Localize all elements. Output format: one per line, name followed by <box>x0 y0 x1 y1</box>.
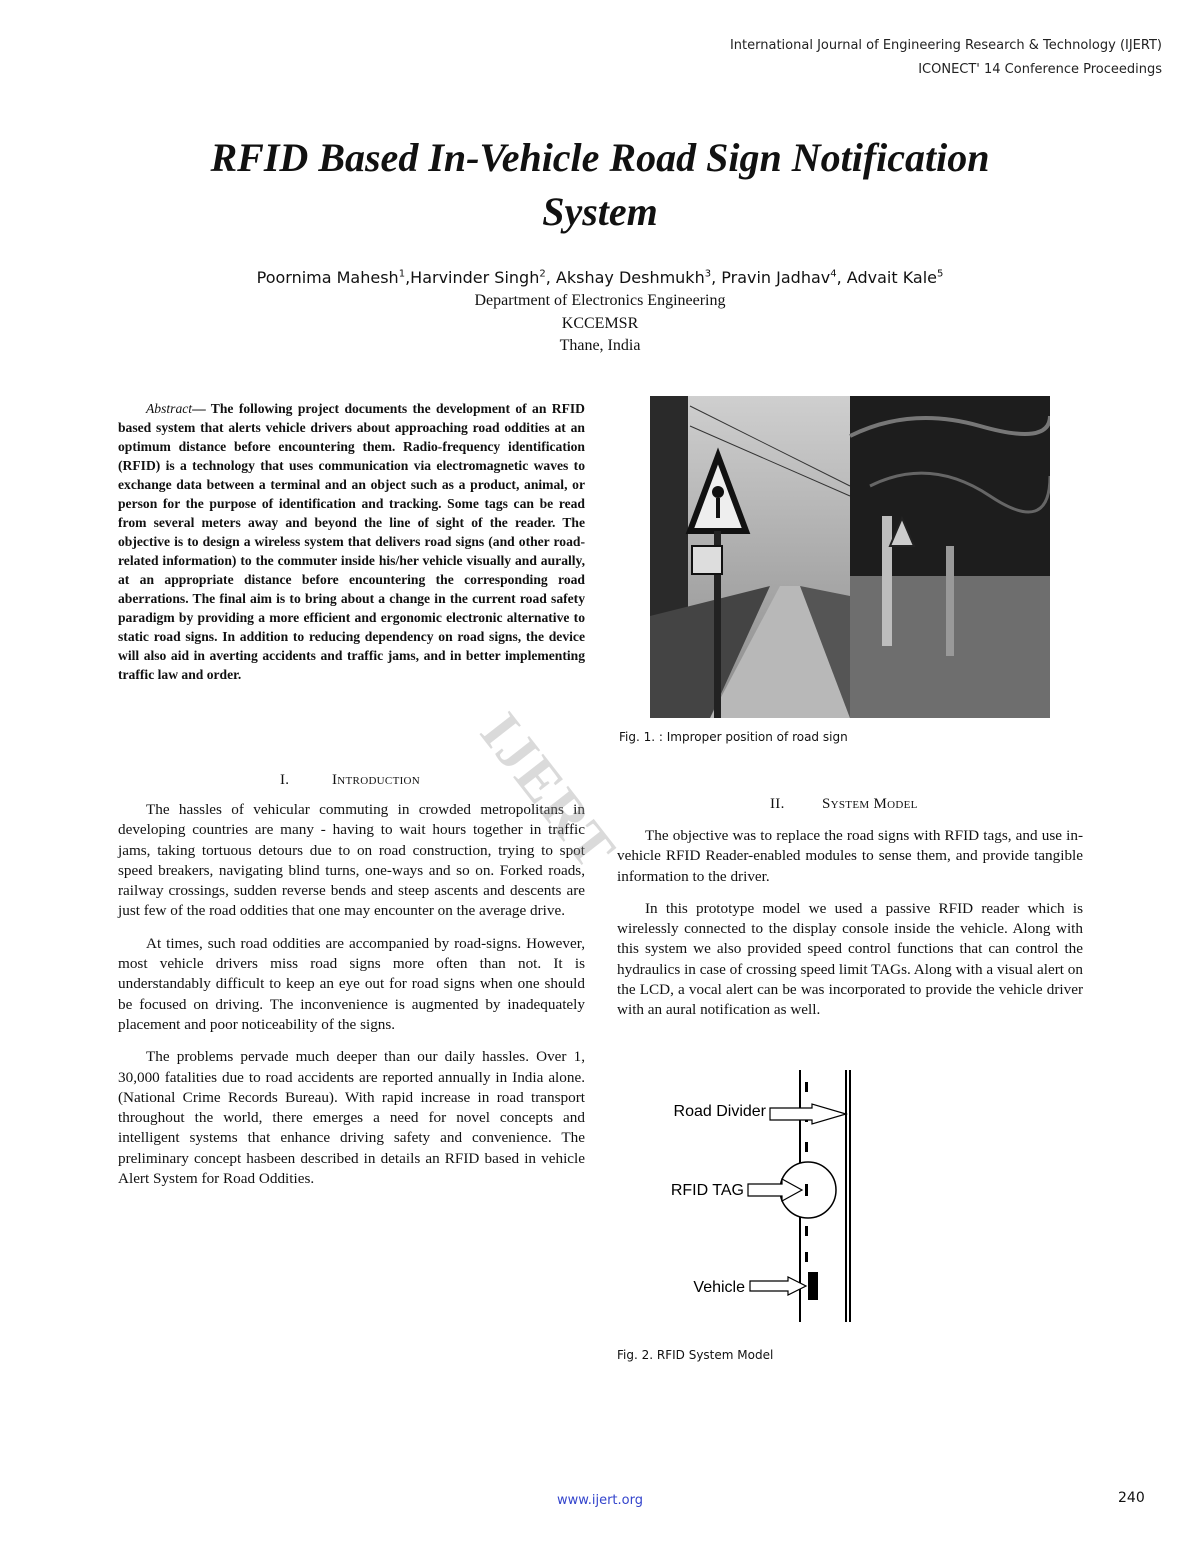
figure-2-diagram <box>650 1066 890 1326</box>
affiliation-dept: Department of Electronics Engineering <box>474 292 726 309</box>
journal-website-link[interactable]: www.ijert.org <box>557 1493 643 1508</box>
affiliation-inst: KCCEMSR <box>561 315 639 332</box>
section-2-heading <box>770 796 918 813</box>
section-2-number: II. <box>770 796 785 812</box>
author-sup: 2 <box>539 268 546 280</box>
paper-title <box>0 132 1200 238</box>
author-sup: 1 <box>398 268 406 280</box>
paragraph: The objective was to replace the road signs with RFID tags, and use in-vehicle RFID Reader-enabled modules to sense them, and provide tangible information to the driver. <box>617 827 1083 885</box>
author-name: Pravin Jadhav <box>721 268 831 287</box>
abstract-label: Abstract <box>146 401 193 416</box>
title-line-2: System <box>542 189 658 234</box>
section-1-heading <box>280 772 420 789</box>
label-rfid-tag: RFID TAG <box>670 1182 744 1199</box>
author-name: Harvinder Singh <box>410 268 540 287</box>
section-2-body <box>617 826 1083 1033</box>
label-vehicle: Vehicle <box>693 1279 745 1296</box>
label-road-divider: Road Divider <box>673 1103 766 1120</box>
journal-header: International Journal of Engineering Research & Technology (IJERT) <box>729 38 1162 53</box>
paragraph: At times, such road oddities are accompanied by road-signs. However, most vehicle drivers miss road signs more often than not. It is understandably difficult to keep an eye out for road signs when one should be focused on driving. The inconvenience is augmented by inadequately placement and poor noticeability of the signs. <box>118 934 585 1033</box>
section-2-title: System Model <box>822 796 918 812</box>
figure-2-caption: Fig. 2. RFID System Model <box>617 1348 774 1362</box>
section-1-title: Introduction <box>332 772 421 788</box>
abstract-text: The following project documents the development of an RFID based system that alerts vehicle drivers about approaching road oddities at an optimum distance before encountering them. Radio-frequency identification (RFID) is a technology that uses communication via electromagnetic waves to exchange data between a terminal and an object such as a product, animal, or person for the purpose of identification and tracking. Some tags can be read from several meters away and beyond the line of sight of the reader. The objective is to design a wireless system that delivers road signs (and other road-related information) to the commuter inside his/her vehicle visually and aurally, at an appropriate distance before encountering the corresponding road aberrations. The final aim is to bring about a change in the current road safety paradigm by providing a more efficient and ergonomic electronic alternative to static road signs. In addition to reducing dependency on road signs, the device will also aid in averting accidents and traffic jams, and in better implementing traffic law and order. <box>118 401 585 682</box>
author-name: Advait Kale <box>846 268 937 287</box>
conference-header: ICONECT' 14 Conference Proceedings <box>918 62 1162 77</box>
page-number: 240 <box>1118 1490 1145 1506</box>
road-sign-photo-illustration <box>650 396 1050 718</box>
ijert-watermark: IJERT <box>467 700 630 882</box>
abstract <box>118 399 585 684</box>
author-name: Poornima Mahesh <box>256 268 399 287</box>
author-sup: 3 <box>704 268 712 280</box>
paragraph: In this prototype model we used a passive RFID reader which is wirelessly connected to the display console inside the vehicle. Along with this system we also provided speed control functions that can control the hydraulics in case of crossing speed limit TAGs. Along with a visual alert on the LCD, a vocal alert can be was incorporated to provide the vehicle driver with an aural notification as well. <box>617 899 1083 1019</box>
title-line-1: RFID Based In-Vehicle Road Sign Notification <box>210 135 990 180</box>
author-sup: 4 <box>830 268 837 280</box>
rfid-system-diagram <box>650 1066 890 1326</box>
author-list: Poornima Mahesh$^1$,Harvinder Singh$^2$, Akshay Deshmukh$^3$, Pravin Jadhav$^4$, Advait Kale$^5$ <box>256 268 944 287</box>
abstract-dash: — <box>192 401 211 416</box>
affiliation-city: Thane, India <box>559 337 641 354</box>
figure-1-photo <box>650 396 1050 718</box>
author-sup: 5 <box>937 268 944 280</box>
section-1-body <box>118 800 585 1201</box>
paragraph: The problems pervade much deeper than our daily hassles. Over 1, 30,000 fatalities due to road accidents are reported annually in India alone. (National Crime Records Bureau). With rapid increase in road transport throughout the world, there emerges a need for novel concepts and intelligent systems that enhance driving safety and convenience. The preliminary concept hasbeen described in details an RFID based in vehicle Alert System for Road Oddities. <box>118 1048 585 1188</box>
paragraph: The hassles of vehicular commuting in crowded metropolitans in developing countries are many - having to wait hours together in traffic jams, taking tortuous detours due to on road construction, trying to spot speed breakers, navigating blind turns, one-ways and so on. Forked roads, railway crossings, sudden reverse bends and steep ascents and descents are just few of the road oddities that one may encounter on the average drive. <box>118 801 585 920</box>
figure-1-caption: Fig. 1. : Improper position of road sign <box>619 730 848 744</box>
author-name: Akshay Deshmukh <box>555 268 705 287</box>
section-1-number: I. <box>280 772 290 788</box>
